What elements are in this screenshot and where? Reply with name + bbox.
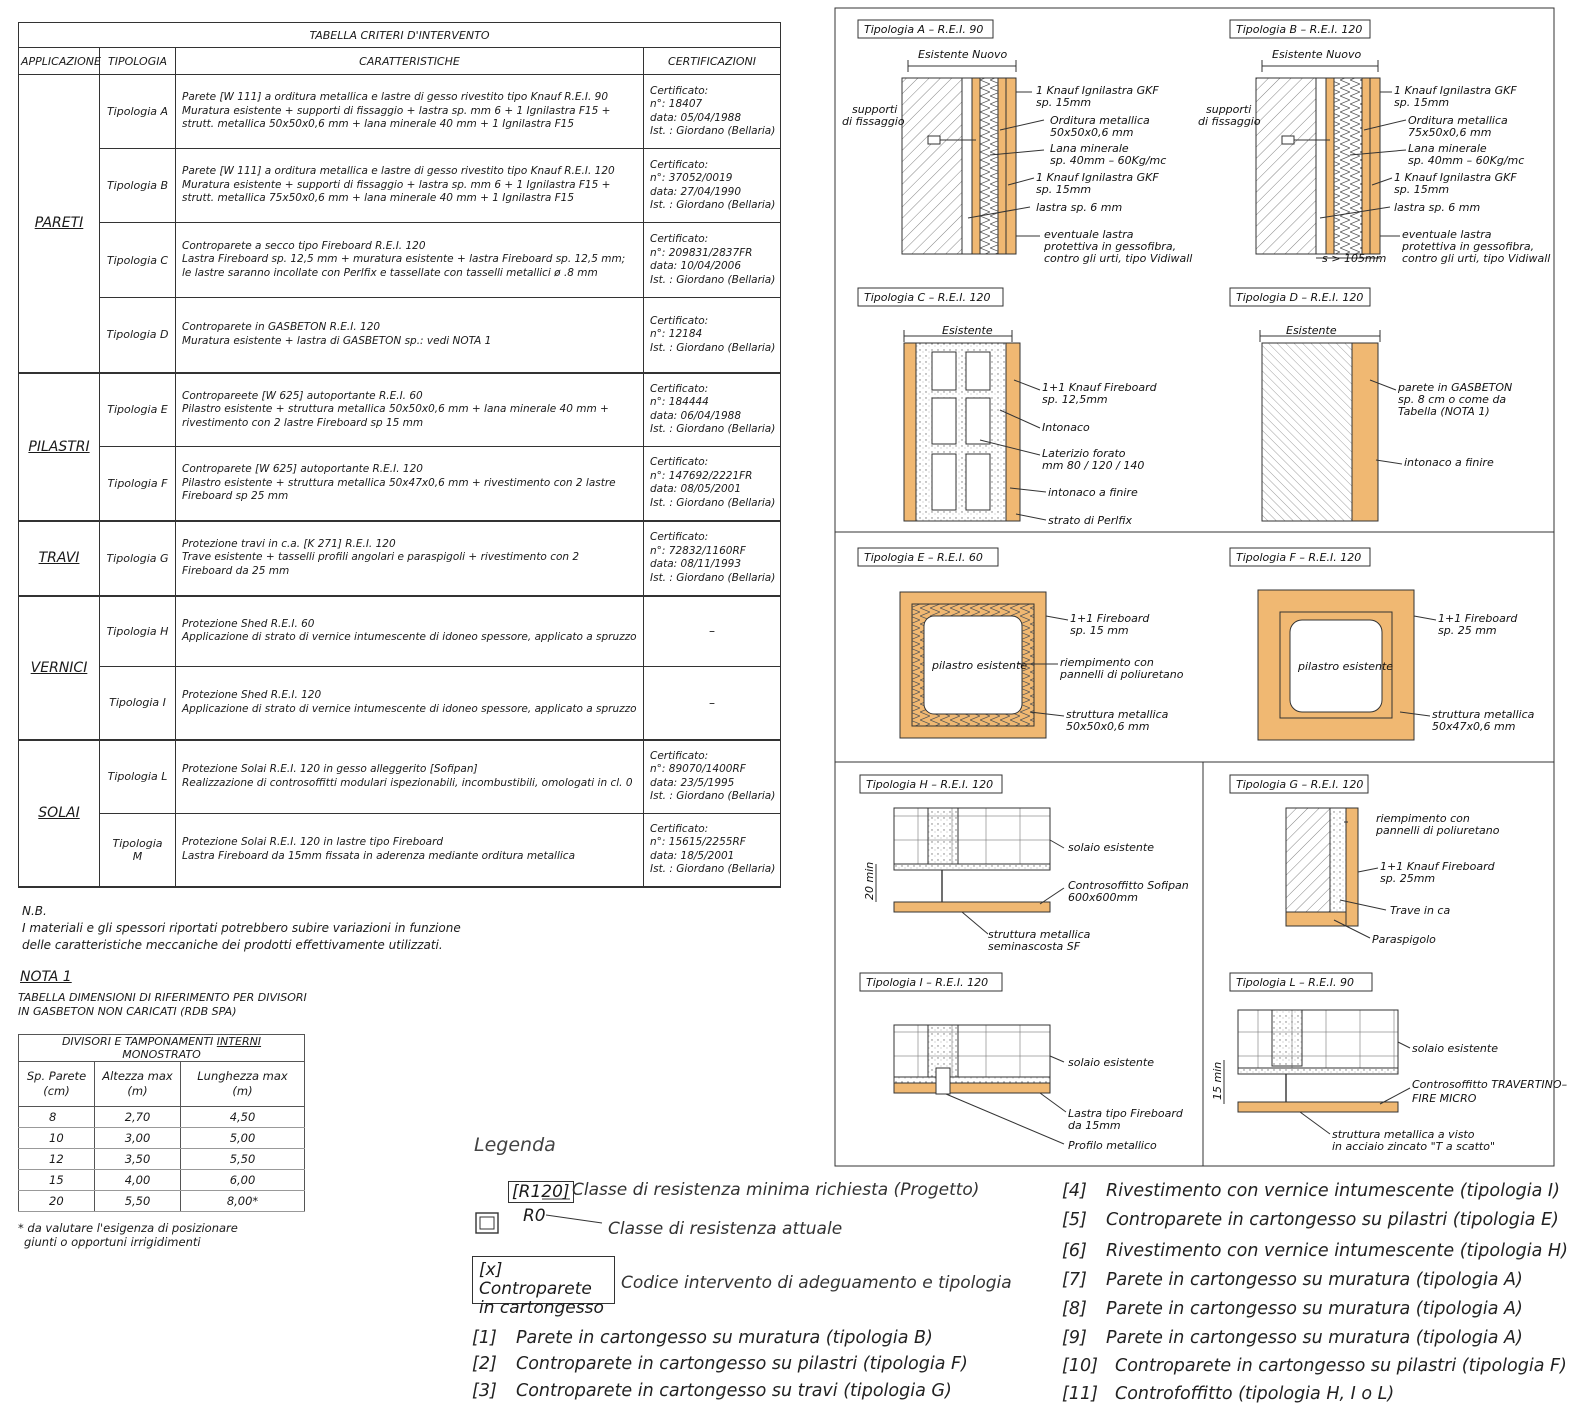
label-e-1b: sp. 15 mm (1070, 624, 1129, 637)
legend-item-text: Parete in cartongesso su muratura (tipologia A) (1106, 1270, 1523, 1290)
title-i: Tipologia I – R.E.I. 120 (866, 976, 989, 989)
label-g-4: Paraspigolo (1372, 933, 1436, 946)
legend-item-text: Controparete in cartongesso su pilastri (tipologia F) (516, 1354, 968, 1374)
label-b-6b: protettiva in gessofibra, (1402, 240, 1535, 253)
label-b-1b: sp. 15mm (1394, 96, 1450, 109)
legend-r0-tag: R0 (523, 1206, 546, 1226)
caratteristiche-line: Pilastro esistente + struttura metallica 50x50x0,6 mm + lana minerale 40 mm + (182, 403, 609, 415)
label-g-1: riempimento con (1376, 812, 1470, 825)
supporti-b: di fissaggio (1198, 115, 1261, 128)
nb-line: N.B. (22, 904, 47, 918)
legend-item-text: Controfoffitto (tipologia H, I o L) (1115, 1384, 1395, 1404)
label-b-4: 1 Knauf Ignilastra GKF (1394, 171, 1517, 184)
caratteristiche-line: Lastra Fireboard da 15mm fissata in aderenza mediante orditura metallica (182, 849, 576, 862)
footnote-line: * da valutare l'esigenza di posizionare (18, 1221, 238, 1235)
caratteristiche-line: Muratura esistente + supporti di fissaggio + lastra sp. mm 6 + 1 Ignilastra F15 + (182, 104, 611, 117)
applicazione-cell: SOLAI (19, 740, 100, 887)
tipologia-cell: Tipologia A (100, 75, 176, 149)
detail-tipologia-d (1230, 288, 1512, 521)
label-a-5: lastra sp. 6 mm (1036, 201, 1123, 214)
certificazione-line: data: 18/5/2001 (650, 849, 735, 862)
caratteristiche-line: Fireboard da 25 mm (182, 564, 290, 577)
legend-r0-desc: Classe di resistenza attuale (608, 1219, 843, 1239)
certificazione-line: Ist. : Giordano (Bellaria) (650, 790, 776, 803)
label-f-2b: 50x47x0,6 mm (1432, 720, 1516, 733)
dim-table-title: DIVISORI E TAMPONAMENTI INTERNI MONOSTRATO (19, 1035, 305, 1062)
dim-table-cell: 4,00 (95, 1170, 181, 1191)
supporti-b: supporti (1206, 103, 1252, 116)
caratteristiche-line: Controparete a secco tipo Fireboard R.E.I. 120 (182, 239, 426, 252)
legend-item-text: Controparete in cartongesso su pilastri (tipologia F) (1115, 1356, 1567, 1376)
certificazione-line: data: 23/5/1995 (650, 776, 735, 789)
label-i-1: solaio esistente (1068, 1056, 1154, 1069)
label-a-3b: sp. 40mm – 60Kg/mc (1050, 154, 1167, 167)
detail-tipologia-f (1230, 548, 1535, 740)
table-title: TABELLA CRITERI D'INTERVENTO (19, 23, 781, 48)
tipologia-cell: Tipologia E (100, 373, 176, 447)
certificazione-line: Certificato: (650, 456, 709, 469)
legend-title: Legenda (474, 1134, 556, 1156)
label-b-5: lastra sp. 6 mm (1394, 201, 1481, 214)
header-tipologia: TIPOLOGIA (100, 48, 176, 75)
label-i-3: Profilo metallico (1068, 1139, 1157, 1152)
detail-tipologia-b (1198, 20, 1550, 265)
certificazione-line: data: 10/04/2006 (650, 260, 742, 272)
label-g-1b: pannelli di poliuretano (1376, 824, 1500, 837)
title-b: Tipologia B – R.E.I. 120 (1236, 23, 1363, 36)
certificazione-line: Certificato: (650, 382, 709, 395)
label-h-3: struttura metallica (988, 928, 1091, 941)
certificazione-line: n°: 37052/0019 (650, 172, 733, 184)
nota-title: NOTA 1 (20, 969, 72, 985)
header-certificazioni: CERTIFICAZIONI (644, 48, 781, 75)
certificazione-line: n°: 12184 (650, 328, 703, 340)
label-l-1: solaio esistente (1412, 1042, 1498, 1055)
legend-r120-desc: Classe di resistenza minima richiesta (Progetto) (572, 1180, 980, 1200)
detail-tipologia-g (1230, 775, 1500, 946)
tipologia-cell: Tipologia G (100, 521, 176, 596)
legend-item-number: [3] (472, 1381, 497, 1401)
caratteristiche-line: Pilastro esistente + struttura metallica 50x47x0,6 mm + rivestimento con 2 lastre (182, 476, 616, 489)
caratteristiche-line: Muratura esistente + lastra di GASBETON sp.: vedi NOTA 1 (182, 334, 492, 347)
caratteristiche-line: le lastre saranno incollate con Perlfix e tassellate con tasselli metallici ø .8 mm (182, 266, 598, 279)
label-l-3: struttura metallica a visto (1332, 1128, 1475, 1141)
caratteristiche-line: Protezione Solai R.E.I. 120 in gesso alleggerito [Sofipan] (182, 763, 478, 776)
caratteristiche-line: Trave esistente + tasselli profili angolari e paraspigoli + rivestimento con 2 (182, 551, 580, 564)
certificazione-line: data: 05/04/1988 (650, 111, 742, 124)
certificazione-line: Certificato: (650, 749, 709, 762)
label-d-1c: Tabella (NOTA 1) (1398, 405, 1490, 418)
certificazione-line: n°: 72832/1160RF (650, 544, 746, 557)
caratteristiche-line: Controparete [W 625] autoportante R.E.I. 120 (182, 463, 423, 475)
caratteristiche-line: Parete [W 111] a orditura metallica e lastre di gesso rivestito tipo Knauf R.E.I. 90 (182, 91, 608, 104)
legend-item-number: [8] (1062, 1299, 1087, 1319)
dim-table-cell: 3,00 (95, 1128, 181, 1149)
label-e-2: riempimento con (1060, 656, 1154, 669)
detail-tipologia-h (860, 775, 1189, 953)
certificazione-line: n°: 18407 (650, 98, 703, 110)
footnote-line: giunti o opportuni irrigidimenti (24, 1235, 201, 1249)
label-b-2: Orditura metallica (1408, 114, 1508, 127)
label-a-2: Orditura metallica (1050, 114, 1150, 127)
top-label-d: Esistente (1286, 324, 1337, 337)
label-d-1b: sp. 8 cm o come da (1398, 393, 1507, 406)
certificazione-line: – (709, 624, 715, 639)
detail-tipologia-e (858, 548, 1184, 738)
label-h-3b: seminascosta SF (988, 940, 1081, 953)
certificazione-line: Ist. : Giordano (Bellaria) (650, 863, 776, 876)
certificazione-line: Certificato: (650, 158, 709, 171)
dim-h: 20 min (863, 861, 876, 900)
supporti-a: di fissaggio (842, 115, 905, 128)
label-c-5: strato di Perlfix (1048, 514, 1132, 527)
dim-l: 15 min (1211, 1061, 1224, 1100)
label-a-3: Lana minerale (1050, 142, 1129, 155)
dim-table-cell: 5,50 (181, 1149, 305, 1170)
label-e-3: struttura metallica (1066, 708, 1169, 721)
certificazione-line: Ist. : Giordano (Bellaria) (650, 496, 776, 509)
legend-item-text: Controparete in cartongesso su travi (tipologia G) (516, 1381, 952, 1401)
dim-table-cell: 4,50 (181, 1107, 305, 1128)
top-label-a: Esistente Nuovo (918, 48, 1008, 61)
label-c-4: intonaco a finire (1048, 486, 1138, 499)
label-a-2b: 50x50x0,6 mm (1050, 126, 1134, 139)
legend-item-text: Controparete in cartongesso su pilastri (tipologia E) (1106, 1210, 1559, 1230)
center-f: pilastro esistente (1298, 660, 1394, 673)
nota-subtitle-line: TABELLA DIMENSIONI DI RIFERIMENTO PER DIVISORI (18, 991, 307, 1004)
certificazione-line: n°: 184444 (650, 396, 709, 409)
title-c: Tipologia C – R.E.I. 120 (864, 291, 991, 304)
certificazione-line: data: 06/04/1988 (650, 409, 742, 422)
legend-code-line: [x] Controparete (479, 1260, 592, 1299)
label-b-4b: sp. 15mm (1394, 183, 1450, 196)
label-d-1: parete in GASBETON (1398, 381, 1513, 394)
tipologia-cell: Tipologia I (100, 667, 176, 740)
dim-table-cell: 2,70 (95, 1107, 181, 1128)
label-h-1: solaio esistente (1068, 841, 1154, 854)
supporti-a: supporti (852, 103, 898, 116)
certificazione-line: Certificato: (650, 531, 709, 543)
caratteristiche-line: Protezione travi in c.a. [K 271] R.E.I. 120 (182, 537, 396, 550)
label-g-2b: sp. 25mm (1380, 872, 1436, 885)
certificazione-line: data: 27/04/1990 (650, 185, 742, 198)
label-e-3b: 50x50x0,6 mm (1066, 720, 1150, 733)
legend-item-number: [4] (1062, 1181, 1087, 1201)
caratteristiche-line: Parete [W 111] a orditura metallica e lastre di gesso rivestito tipo Knauf R.E.I. 120 (182, 165, 615, 178)
title-f: Tipologia F – R.E.I. 120 (1236, 551, 1362, 564)
label-a-4: 1 Knauf Ignilastra GKF (1036, 171, 1159, 184)
certificazione-line: Certificato: (650, 314, 709, 327)
center-e: pilastro esistente (932, 659, 1028, 672)
certificazione-line: Ist. : Giordano (Bellaria) (650, 341, 776, 354)
dim-table-cell: 3,50 (95, 1149, 181, 1170)
dim-header-altezza: Altezza max (m) (95, 1062, 181, 1107)
certificazione-line: Ist. : Giordano (Bellaria) (650, 199, 776, 211)
label-e-2b: pannelli di poliuretano (1060, 668, 1184, 681)
dim-table-cell: 8,00* (181, 1191, 305, 1212)
caratteristiche-line: rivestimento con 2 lastre Fireboard sp 15 mm (182, 416, 424, 429)
dim-table-cell: 5,50 (95, 1191, 181, 1212)
label-b-6c: contro gli urti, tipo Vidiwall (1402, 252, 1551, 265)
caratteristiche-line: Applicazione di strato di vernice intumescente di idoneo spessore, applicato a spruzzo (182, 631, 637, 644)
dim-table-cell: 10 (19, 1128, 95, 1149)
label-a-6b: protettiva in gessofibra, (1044, 240, 1177, 253)
applicazione-cell: TRAVI (19, 521, 100, 596)
legend-item-number: [9] (1062, 1328, 1087, 1348)
label-h-2: Controsoffitto Sofipan (1068, 879, 1189, 892)
legend-item-number: [1] (472, 1328, 497, 1348)
detail-tipologia-a (842, 20, 1192, 265)
label-l-3b: in acciaio zincato "T a scatto" (1332, 1140, 1496, 1153)
caratteristiche-line: Applicazione di strato di vernice intumescente di idoneo spessore, applicato a spruzzo (182, 702, 637, 715)
caratteristiche-line: Muratura esistente + supporti di fissaggio + lastra sp. mm 6 + 1 Ignilastra F15 + (182, 178, 611, 191)
label-b-6: eventuale lastra (1402, 228, 1492, 241)
tipologia-cell: Tipologia F (100, 447, 176, 521)
certificazione-line: Ist. : Giordano (Bellaria) (650, 423, 776, 436)
legend-item-number: [10] (1062, 1356, 1098, 1376)
label-g-3: Trave in ca (1390, 904, 1451, 917)
certificazione-line: Ist. : Giordano (Bellaria) (650, 273, 776, 286)
caratteristiche-line: Protezione Shed R.E.I. 60 (182, 617, 315, 630)
label-c-1b: sp. 12,5mm (1042, 393, 1108, 406)
label-f-2: struttura metallica (1432, 708, 1535, 721)
caratteristiche-line: strutt. metallica 50x50x0,6 mm + lana minerale 40 mm + 1 Ignilastra F15 (182, 118, 575, 131)
label-a-1b: sp. 15mm (1036, 96, 1092, 109)
legend-item-text: Rivestimento con vernice intumescente (tipologia I) (1106, 1181, 1560, 1201)
nb-line: delle caratteristiche meccaniche dei prodotti effettivamente utilizzati. (22, 938, 443, 952)
title-l: Tipologia L – R.E.I. 90 (1236, 976, 1354, 989)
tipologia-cell: Tipologia C (100, 223, 176, 298)
label-a-6c: contro gli urti, tipo Vidiwall (1044, 252, 1193, 265)
tipologia-cell: Tipologia M (100, 814, 176, 887)
certificazione-line: – (709, 695, 715, 710)
header-applicazione: APPLICAZIONE (19, 48, 100, 75)
nb-line: I materiali e gli spessori riportati potrebbero subire variazioni in funzione (22, 921, 461, 935)
certificazione-line: Certificato: (650, 233, 709, 245)
nota-subtitle-line: IN GASBETON NON CARICATI (RDB SPA) (18, 1005, 237, 1018)
certificazione-line: n°: 147692/2221FR (650, 469, 753, 482)
tipologia-cell: Tipologia H (100, 596, 176, 667)
label-l-2b: FIRE MICRO (1412, 1092, 1477, 1105)
legend-code-line: in cartongesso (479, 1298, 604, 1318)
title-a: Tipologia A – R.E.I. 90 (864, 23, 984, 36)
legend-item-text: Parete in cartongesso su muratura (tipologia A) (1106, 1328, 1523, 1348)
caratteristiche-line: Fireboard sp 25 mm (182, 490, 289, 502)
label-f-1: 1+1 Fireboard (1438, 612, 1518, 625)
label-c-3b: mm 80 / 120 / 140 (1042, 459, 1145, 472)
title-d: Tipologia D – R.E.I. 120 (1236, 291, 1364, 304)
label-b-3b: sp. 40mm – 60Kg/mc (1408, 154, 1525, 167)
label-a-6: eventuale lastra (1044, 228, 1134, 241)
title-h: Tipologia H – R.E.I. 120 (866, 778, 994, 791)
label-g-2: 1+1 Knauf Fireboard (1380, 860, 1495, 873)
dim-table-cell: 20 (19, 1191, 95, 1212)
label-a-4b: sp. 15mm (1036, 183, 1092, 196)
top-label-c: Esistente (942, 324, 993, 337)
legend-item-text: Parete in cartongesso su muratura (tipologia B) (516, 1328, 933, 1348)
label-c-2: Intonaco (1042, 421, 1090, 434)
tipologia-cell: Tipologia B (100, 149, 176, 223)
dim-header-lunghezza: Lunghezza max (m) (181, 1062, 305, 1107)
header-caratteristiche: CARATTERISTICHE (176, 48, 644, 75)
label-f-1b: sp. 25 mm (1438, 624, 1497, 637)
applicazione-cell: VERNICI (19, 596, 100, 740)
dim-table-cell: 6,00 (181, 1170, 305, 1191)
caratteristiche-line: Protezione Solai R.E.I. 120 in lastre tipo Fireboard (182, 836, 444, 849)
applicazione-cell: PILASTRI (19, 373, 100, 521)
label-c-1: 1+1 Knauf Fireboard (1042, 381, 1157, 394)
dim-header-spessore: Sp. Parete (cm) (19, 1062, 95, 1107)
tipologia-cell: Tipologia D (100, 298, 176, 373)
legend-item-text: Parete in cartongesso su muratura (tipologia A) (1106, 1299, 1523, 1319)
legend-item-number: [2] (472, 1354, 497, 1374)
dim-b: s > 105mm (1322, 252, 1387, 265)
caratteristiche-line: Realizzazione di controsoffitti modulari ispezionabili, incombustibili, omologati in cl. 0 (182, 776, 633, 789)
detail-tipologia-l (1211, 973, 1568, 1153)
tipologia-cell: Tipologia L (100, 740, 176, 814)
label-a-1: 1 Knauf Ignilastra GKF (1036, 84, 1159, 97)
label-l-2: Controsoffitto TRAVERTINO– (1412, 1078, 1568, 1091)
certificazione-line: data: 08/05/2001 (650, 483, 742, 496)
certificazione-line: Ist. : Giordano (Bellaria) (650, 125, 776, 137)
dim-table-cell: 8 (19, 1107, 95, 1128)
certificazione-line: n°: 89070/1400RF (650, 763, 746, 776)
applicazione-cell: PARETI (19, 75, 100, 373)
certificazione-line: Ist. : Giordano (Bellaria) (650, 571, 776, 584)
dim-table-cell: 12 (19, 1149, 95, 1170)
legend-item-number: [6] (1062, 1241, 1087, 1261)
dim-table-cell: 5,00 (181, 1128, 305, 1149)
dim-table-cell: 15 (19, 1170, 95, 1191)
top-label-b: Esistente Nuovo (1272, 48, 1362, 61)
certificazione-line: n°: 209831/2837FR (650, 246, 753, 259)
caratteristiche-line: Controparete in GASBETON R.E.I. 120 (182, 321, 381, 334)
certificazione-line: Certificato: (650, 84, 709, 97)
label-d-2: intonaco a finire (1404, 456, 1494, 469)
label-b-3: Lana minerale (1408, 142, 1487, 155)
label-i-2: Lastra tipo Fireboard (1068, 1107, 1183, 1120)
caratteristiche-line: Contropareete [W 625] autoportante R.E.I. 60 (182, 389, 423, 402)
legend-r120-tag: [R120] (508, 1181, 574, 1203)
title-e: Tipologia E – R.E.I. 60 (864, 551, 983, 564)
label-c-3: Laterizio forato (1042, 447, 1126, 460)
title-g: Tipologia G – R.E.I. 120 (1236, 778, 1364, 791)
caratteristiche-line: Protezione Shed R.E.I. 120 (182, 689, 322, 702)
label-i-2b: da 15mm (1068, 1119, 1121, 1132)
detail-tipologia-i (860, 973, 1184, 1152)
certificazione-line: n°: 15615/2255RF (650, 836, 746, 849)
legend-item-text: Rivestimento con vernice intumescente (tipologia H) (1106, 1241, 1568, 1261)
legend-item-number: [7] (1062, 1270, 1087, 1290)
label-b-2b: 75x50x0,6 mm (1408, 126, 1492, 139)
certificazione-line: Certificato: (650, 822, 709, 835)
legend-item-number: [5] (1062, 1210, 1087, 1230)
caratteristiche-line: Lastra Fireboard sp. 12,5 mm + muratura esistente + lastra Fireboard sp. 12,5 mm; (182, 253, 626, 266)
label-h-2b: 600x600mm (1068, 891, 1138, 904)
detail-tipologia-c (858, 288, 1158, 527)
legend-code-desc: Codice intervento di adeguamento e tipologia (621, 1273, 1012, 1293)
label-e-1: 1+1 Fireboard (1070, 612, 1150, 625)
label-b-1: 1 Knauf Ignilastra GKF (1394, 84, 1517, 97)
caratteristiche-line: strutt. metallica 75x50x0,6 mm + lana minerale 40 mm + 1 Ignilastra F15 (182, 192, 575, 205)
legend-item-number: [11] (1062, 1384, 1098, 1404)
certificazione-line: data: 08/11/1993 (650, 558, 742, 570)
